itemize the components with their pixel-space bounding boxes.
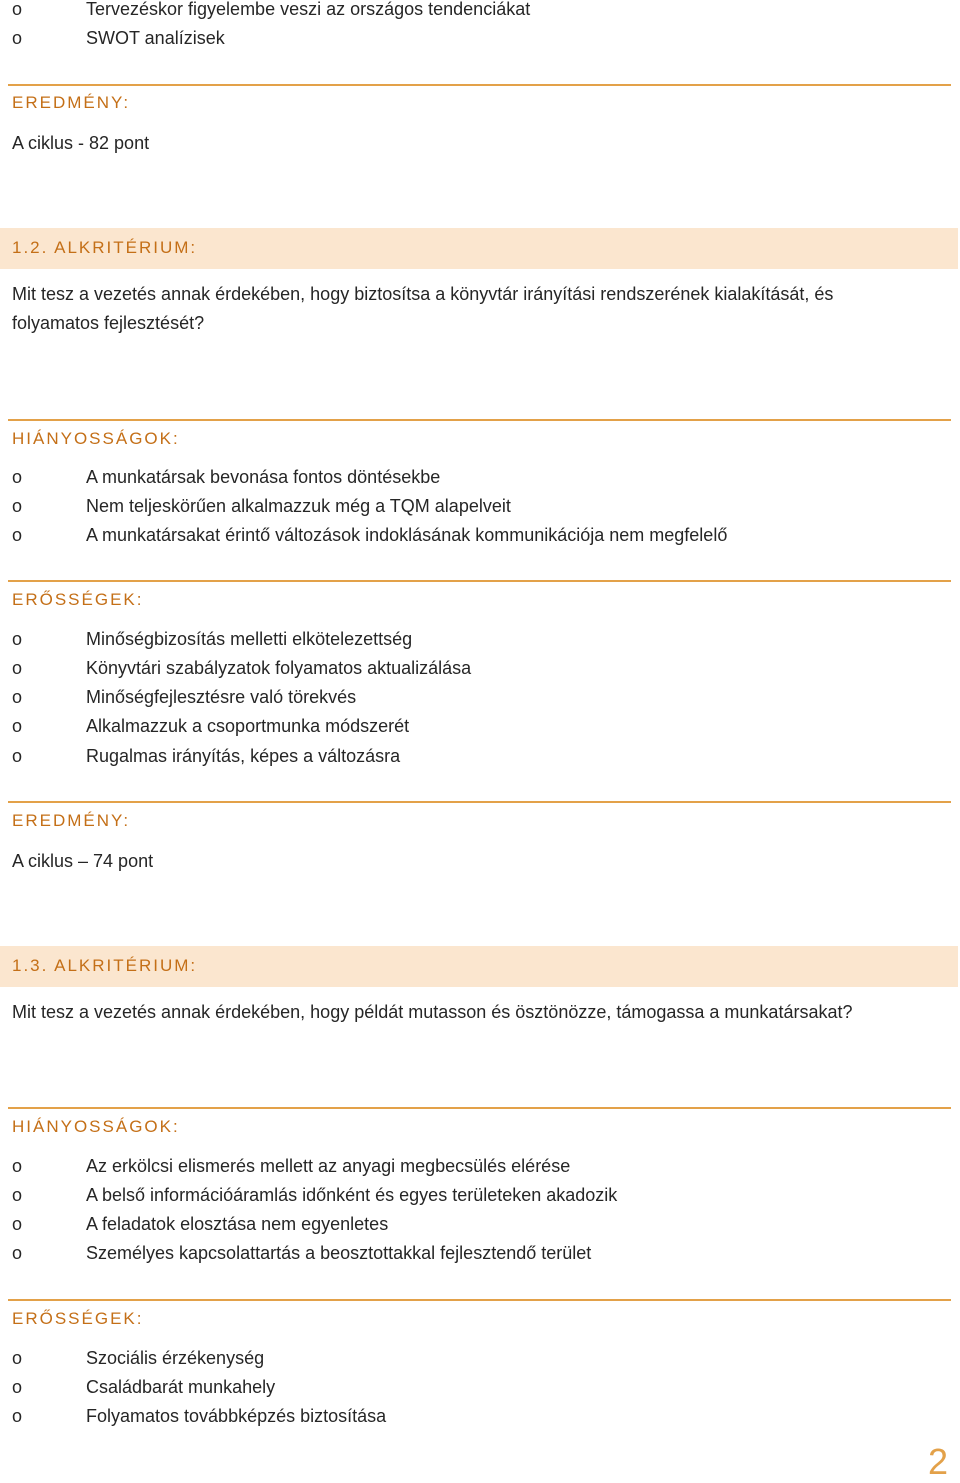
list-bullet: o bbox=[12, 525, 23, 545]
list-item: Családbarát munkahely bbox=[86, 1377, 276, 1397]
weaknesses-heading: HIÁNYOSSÁGOK: bbox=[12, 429, 180, 448]
subcriterion-question: Mit tesz a vezetés annak érdekében, hogy példát mutasson és ösztönözze, támogassa a munkatársakat? bbox=[12, 1002, 853, 1022]
list-bullet: o bbox=[12, 716, 23, 736]
list-bullet: o bbox=[12, 1406, 23, 1426]
list-bullet: o bbox=[12, 1156, 23, 1176]
list-item: Könyvtári szabályzatok folyamatos aktualizálása bbox=[86, 658, 472, 678]
section-rule bbox=[8, 84, 951, 86]
list-bullet: o bbox=[12, 746, 23, 766]
subcriterion-title: 1.2. ALKRITÉRIUM: bbox=[12, 238, 198, 257]
list-item: Minőségbizosítás melletti elkötelezettség bbox=[86, 629, 413, 649]
subcriterion-band-1-2 bbox=[0, 228, 958, 269]
list-bullet: o bbox=[12, 1214, 23, 1234]
result-text: A ciklus – 74 pont bbox=[12, 851, 154, 871]
list-item: Minőségfejlesztésre való törekvés bbox=[86, 687, 357, 707]
list-item: Tervezéskor figyelembe veszi az országos tendenciákat bbox=[86, 0, 531, 19]
result-heading: EREDMÉNY: bbox=[12, 93, 131, 112]
subcriterion-question-line1: Mit tesz a vezetés annak érdekében, hogy biztosítsa a könyvtár irányítási rendszerének kialakítását, és bbox=[12, 284, 834, 304]
list-item: Nem teljeskörűen alkalmazzuk még a TQM alapelveit bbox=[86, 496, 511, 516]
list-bullet: o bbox=[12, 1377, 23, 1397]
list-item: Szociális érzékenység bbox=[86, 1348, 265, 1368]
list-item: A belső információáramlás időnként és egyes területeken akadozik bbox=[86, 1185, 618, 1205]
list-item: A munkatársakat érintő változások indoklásának kommunikációja nem megfelelő bbox=[86, 525, 728, 545]
section-rule bbox=[8, 1299, 951, 1301]
strengths-heading: ERŐSSÉGEK: bbox=[12, 1309, 144, 1328]
list-item: Rugalmas irányítás, képes a változásra bbox=[86, 746, 401, 766]
list-item: SWOT analízisek bbox=[86, 28, 225, 48]
subcriterion-band-1-3 bbox=[0, 946, 958, 987]
list-bullet: o bbox=[12, 687, 23, 707]
weaknesses-heading: HIÁNYOSSÁGOK: bbox=[12, 1117, 180, 1136]
section-rule bbox=[8, 419, 951, 421]
section-rule bbox=[8, 580, 951, 582]
list-item: Folyamatos továbbképzés biztosítása bbox=[86, 1406, 387, 1426]
list-bullet: o bbox=[12, 658, 23, 678]
list-bullet: o bbox=[12, 1185, 23, 1205]
list-item: A munkatársak bevonása fontos döntésekbe bbox=[86, 467, 441, 487]
list-item: A feladatok elosztása nem egyenletes bbox=[86, 1214, 389, 1234]
list-bullet: o bbox=[12, 496, 23, 516]
result-text: A ciklus - 82 pont bbox=[12, 133, 150, 153]
list-bullet: o bbox=[12, 1348, 23, 1368]
result-heading: EREDMÉNY: bbox=[12, 811, 131, 830]
strengths-heading: ERŐSSÉGEK: bbox=[12, 590, 144, 609]
list-bullet: o bbox=[12, 0, 23, 19]
list-bullet: o bbox=[12, 28, 23, 48]
list-bullet: o bbox=[12, 467, 23, 487]
list-bullet: o bbox=[12, 629, 23, 649]
subcriterion-title: 1.3. ALKRITÉRIUM: bbox=[12, 956, 198, 975]
subcriterion-question-line2: folyamatos fejlesztését? bbox=[12, 313, 205, 333]
list-bullet: o bbox=[12, 1243, 23, 1263]
list-item: Az erkölcsi elismerés mellett az anyagi megbecsülés elérése bbox=[86, 1156, 571, 1176]
list-item: Személyes kapcsolattartás a beosztottakkal fejlesztendő terület bbox=[86, 1243, 592, 1263]
page-number: 2 bbox=[927, 1441, 948, 1482]
list-item: Alkalmazzuk a csoportmunka módszerét bbox=[86, 716, 410, 736]
section-rule bbox=[8, 801, 951, 803]
section-rule bbox=[8, 1107, 951, 1109]
